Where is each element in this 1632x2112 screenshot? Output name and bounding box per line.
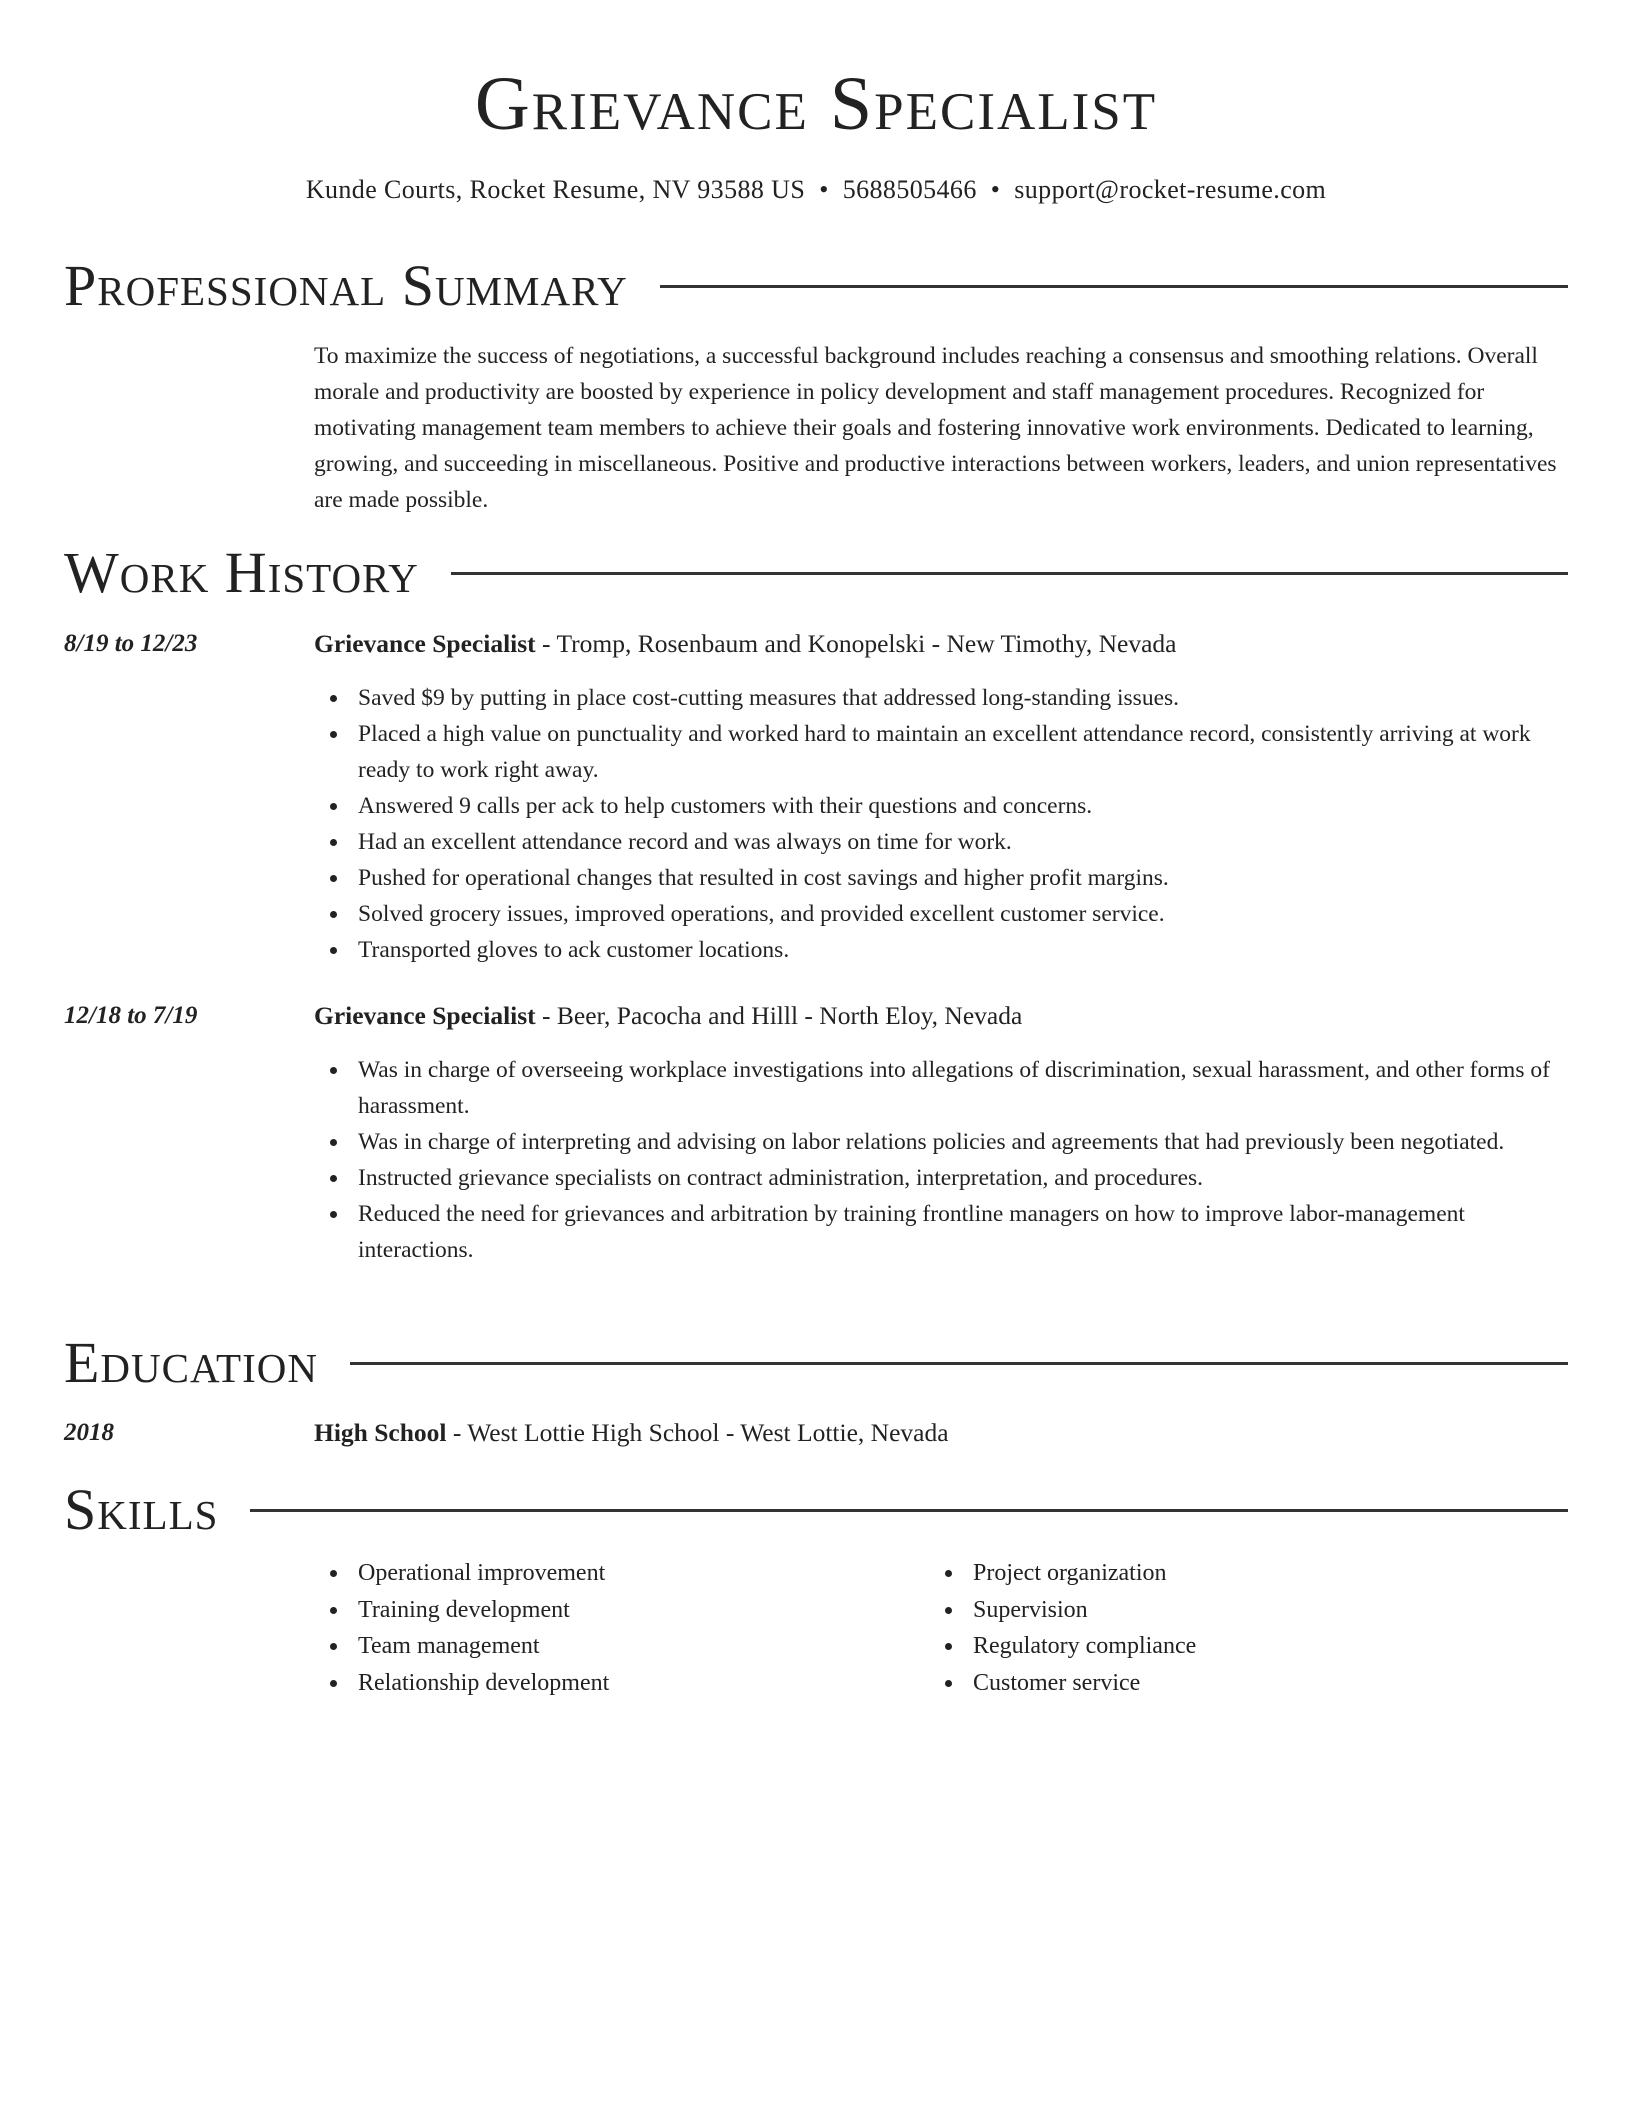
job-bullet: Reduced the need for grievances and arbitration by training frontline managers on how to improve labor-management interactions. [358,1196,1576,1268]
contact-phone: 5688505466 [842,175,977,204]
contact-email: support@rocket-resume.com [1014,175,1327,204]
job-bullet: Had an excellent attendance record and was always on time for work. [358,824,1576,860]
job-details: - Tromp, Rosenbaum and Konopelski - New Timothy, Nevada [535,629,1177,658]
section-divider [350,1362,1568,1365]
job-bullet: Instructed grievance specialists on contract administration, interpretation, and procedures. [358,1160,1576,1196]
skill-item: Supervision [973,1592,1489,1629]
skills-section-heading [64,1478,1568,1542]
contact-line [0,172,1632,208]
job-bullet: Was in charge of interpreting and advising on labor relations policies and agreements that had previously been negotiated. [358,1124,1576,1160]
summary-text: To maximize the success of negotiations, a successful background includes reaching a consensus and smoothing relations. Overall morale and productivity are boosted by experience in policy development and staff management procedures. Recognized for motivating management team members to achieve their goals and fostering innovative work environments. Dedicated to learning, growing, and succeeding in miscellaneous. Positive and productive interactions between workers, leaders, and union representatives are made possible. [314,343,1557,513]
education-details: - West Lottie High School - West Lottie, Nevada [446,1418,949,1447]
contact-separator: • [819,175,829,204]
section-title: Skills [64,1477,219,1542]
job-dates: 8/19 to 12/23 [64,630,198,657]
contact-address: Kunde Courts, Rocket Resume, NV 93588 US [305,175,806,204]
job-bullet: Transported gloves to ack customer locations. [358,932,1576,968]
job-bullet: Pushed for operational changes that resulted in cost savings and higher profit margins. [358,860,1576,896]
skill-item: Regulatory compliance [973,1628,1489,1665]
skill-item: Team management [358,1628,874,1665]
job-heading [314,626,1576,662]
skills-list-right [929,1555,1489,1701]
section-title: Professional Summary [64,253,628,318]
job-bullet: Solved grocery issues, improved operations, and provided excellent customer service. [358,896,1576,932]
job-title: Grievance Specialist [314,629,536,658]
skill-item: Relationship development [358,1665,874,1702]
job-title: Grievance Specialist [314,1001,536,1030]
resume-name: Grievance Specialist [474,62,1158,146]
skills-list-left [314,1555,874,1701]
skill-item: Training development [358,1592,874,1629]
job-bullets [314,680,1576,968]
skill-item: Operational improvement [358,1555,874,1592]
job-bullet: Answered 9 calls per ack to help customers with their questions and concerns. [358,788,1576,824]
job-bullets [314,1052,1576,1268]
section-divider [660,285,1568,288]
skill-item: Customer service [973,1665,1489,1702]
job-bullet: Was in charge of overseeing workplace investigations into allegations of discrimination, sexual harassment, and other forms of harassment. [358,1052,1576,1124]
work-section-heading [64,541,1568,605]
section-title: Work History [64,540,419,605]
contact-separator: • [990,175,1001,204]
summary-section-heading [64,254,1568,318]
section-divider [451,572,1568,575]
job-dates: 12/18 to 7/19 [64,1002,198,1029]
job-heading [314,998,1576,1034]
education-section-heading [64,1331,1568,1395]
skill-item: Project organization [973,1555,1489,1592]
job-details: - Beer, Pacocha and Hilll - North Eloy, Nevada [535,1001,1023,1030]
education-year: 2018 [64,1419,114,1446]
education-heading [314,1415,1576,1451]
section-divider [250,1509,1568,1512]
section-title: Education [64,1330,318,1395]
job-bullet: Saved $9 by putting in place cost-cutting measures that addressed long-standing issues. [358,680,1576,716]
education-degree: High School [314,1418,447,1447]
job-bullet: Placed a high value on punctuality and worked hard to maintain an excellent attendance record, consistently arriving at work ready to work right away. [358,716,1576,788]
